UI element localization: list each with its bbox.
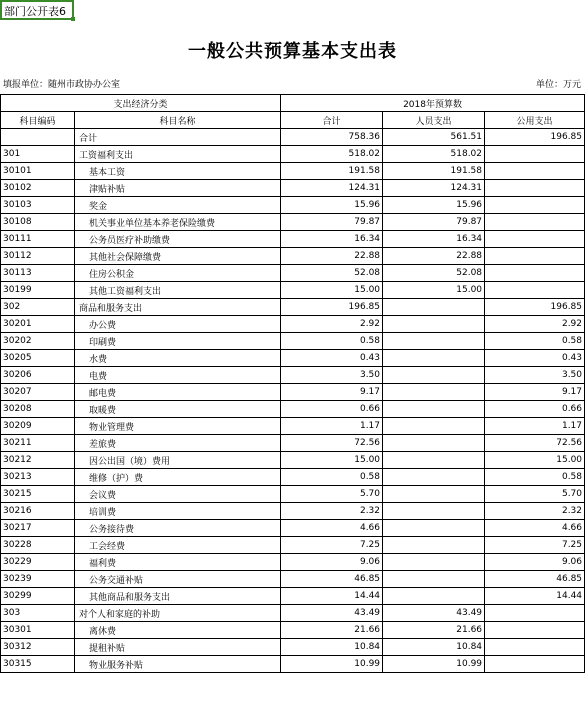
- row-public-cell: [485, 622, 585, 639]
- row-personnel-cell: [383, 367, 485, 384]
- row-code-cell: 30101: [1, 163, 75, 180]
- row-code-cell: 30213: [1, 469, 75, 486]
- row-personnel-cell: 16.34: [383, 231, 485, 248]
- row-total-cell: 196.85: [281, 299, 383, 316]
- row-total-cell: 52.08: [281, 265, 383, 282]
- row-total-cell: 518.02: [281, 146, 383, 163]
- table-row: [1, 384, 585, 401]
- row-personnel-cell: [383, 299, 485, 316]
- row-public-cell: [485, 656, 585, 673]
- table-row: [1, 639, 585, 656]
- row-code-cell: 30102: [1, 180, 75, 197]
- table-row: [1, 163, 585, 180]
- row-personnel-cell: 10.99: [383, 656, 485, 673]
- row-name-cell: 提租补贴: [75, 639, 281, 656]
- row-personnel-cell: 124.31: [383, 180, 485, 197]
- row-code-cell: 30312: [1, 639, 75, 656]
- row-total-cell: 22.88: [281, 248, 383, 265]
- table-row: [1, 554, 585, 571]
- table-row: [1, 129, 585, 146]
- table-row: [1, 622, 585, 639]
- row-public-cell: [485, 265, 585, 282]
- row-public-cell: [485, 180, 585, 197]
- column-header-name: 科目名称: [75, 112, 281, 129]
- row-public-cell: 0.58: [485, 333, 585, 350]
- row-code-cell: 30299: [1, 588, 75, 605]
- row-personnel-cell: 15.00: [383, 282, 485, 299]
- row-public-cell: 9.06: [485, 554, 585, 571]
- currency-unit: 单位：万元: [535, 80, 581, 90]
- row-total-cell: 9.17: [281, 384, 383, 401]
- row-public-cell: 5.70: [485, 486, 585, 503]
- table-row: [1, 469, 585, 486]
- row-public-cell: [485, 197, 585, 214]
- row-code-cell: 30215: [1, 486, 75, 503]
- row-personnel-cell: [383, 537, 485, 554]
- row-public-cell: 9.17: [485, 384, 585, 401]
- row-code-cell: 30315: [1, 656, 75, 673]
- row-code-cell: 301: [1, 146, 75, 163]
- column-header-public: 公用支出: [485, 112, 585, 129]
- row-personnel-cell: [383, 435, 485, 452]
- table-row: [1, 316, 585, 333]
- row-name-cell: 其他工资福利支出: [75, 282, 281, 299]
- row-total-cell: 72.56: [281, 435, 383, 452]
- row-total-cell: 4.66: [281, 520, 383, 537]
- row-personnel-cell: 79.87: [383, 214, 485, 231]
- table-row: [1, 214, 585, 231]
- row-public-cell: 14.44: [485, 588, 585, 605]
- row-name-cell: 离休费: [75, 622, 281, 639]
- row-public-cell: 0.66: [485, 401, 585, 418]
- table-row: [1, 588, 585, 605]
- row-name-cell: 工资福利支出: [75, 146, 281, 163]
- row-public-cell: 15.00: [485, 452, 585, 469]
- row-total-cell: 3.50: [281, 367, 383, 384]
- row-name-cell: 津贴补贴: [75, 180, 281, 197]
- row-name-cell: 培训费: [75, 503, 281, 520]
- row-personnel-cell: [383, 384, 485, 401]
- row-name-cell: 基本工资: [75, 163, 281, 180]
- row-personnel-cell: [383, 588, 485, 605]
- table-row: [1, 571, 585, 588]
- row-name-cell: 印刷费: [75, 333, 281, 350]
- row-code-cell: 30228: [1, 537, 75, 554]
- row-name-cell: 公务接待费: [75, 520, 281, 537]
- row-code-cell: 30206: [1, 367, 75, 384]
- row-name-cell: 福利费: [75, 554, 281, 571]
- row-personnel-cell: [383, 571, 485, 588]
- row-public-cell: [485, 282, 585, 299]
- row-public-cell: 2.32: [485, 503, 585, 520]
- row-code-cell: 30239: [1, 571, 75, 588]
- table-row: [1, 333, 585, 350]
- row-code-cell: 30201: [1, 316, 75, 333]
- row-total-cell: 10.99: [281, 656, 383, 673]
- row-total-cell: 15.96: [281, 197, 383, 214]
- table-row: [1, 486, 585, 503]
- row-public-cell: [485, 146, 585, 163]
- table-row: [1, 656, 585, 673]
- row-personnel-cell: [383, 503, 485, 520]
- row-name-cell: 维修（护）费: [75, 469, 281, 486]
- row-code-cell: 30216: [1, 503, 75, 520]
- row-public-cell: 72.56: [485, 435, 585, 452]
- row-personnel-cell: 518.02: [383, 146, 485, 163]
- row-code-cell: 30199: [1, 282, 75, 299]
- row-code-cell: 30301: [1, 622, 75, 639]
- row-total-cell: 191.58: [281, 163, 383, 180]
- header-group-economic-class: 支出经济分类: [1, 95, 281, 112]
- row-name-cell: 奖金: [75, 197, 281, 214]
- table-row: [1, 180, 585, 197]
- row-public-cell: 3.50: [485, 367, 585, 384]
- row-public-cell: [485, 605, 585, 622]
- row-public-cell: 0.58: [485, 469, 585, 486]
- row-personnel-cell: [383, 333, 485, 350]
- row-public-cell: [485, 214, 585, 231]
- table-row: [1, 299, 585, 316]
- row-total-cell: 79.87: [281, 214, 383, 231]
- row-personnel-cell: 22.88: [383, 248, 485, 265]
- table-row: [1, 605, 585, 622]
- row-total-cell: 0.66: [281, 401, 383, 418]
- table-row: [1, 146, 585, 163]
- row-name-cell: 差旅费: [75, 435, 281, 452]
- row-total-cell: 5.70: [281, 486, 383, 503]
- table-row: [1, 265, 585, 282]
- table-row: [1, 520, 585, 537]
- row-personnel-cell: [383, 486, 485, 503]
- row-total-cell: 1.17: [281, 418, 383, 435]
- row-personnel-cell: 21.66: [383, 622, 485, 639]
- row-name-cell: 会议费: [75, 486, 281, 503]
- row-personnel-cell: [383, 418, 485, 435]
- row-personnel-cell: 52.08: [383, 265, 485, 282]
- row-public-cell: 196.85: [485, 299, 585, 316]
- row-name-cell: 物业管理费: [75, 418, 281, 435]
- row-total-cell: 21.66: [281, 622, 383, 639]
- row-name-cell: 水费: [75, 350, 281, 367]
- table-row: [1, 401, 585, 418]
- row-code-cell: 30112: [1, 248, 75, 265]
- row-total-cell: 14.44: [281, 588, 383, 605]
- table-row: [1, 418, 585, 435]
- row-name-cell: 公务交通补贴: [75, 571, 281, 588]
- row-code-cell: 30209: [1, 418, 75, 435]
- row-name-cell: 合计: [75, 129, 281, 146]
- row-name-cell: 物业服务补贴: [75, 656, 281, 673]
- row-public-cell: [485, 231, 585, 248]
- row-public-cell: 0.43: [485, 350, 585, 367]
- row-name-cell: 邮电费: [75, 384, 281, 401]
- row-name-cell: 其他社会保障缴费: [75, 248, 281, 265]
- row-name-cell: 因公出国（境）费用: [75, 452, 281, 469]
- row-code-cell: 30217: [1, 520, 75, 537]
- row-personnel-cell: 191.58: [383, 163, 485, 180]
- row-total-cell: 0.43: [281, 350, 383, 367]
- column-header-code: 科目编码: [1, 112, 75, 129]
- row-personnel-cell: [383, 316, 485, 333]
- row-name-cell: 住房公积金: [75, 265, 281, 282]
- row-code-cell: 30111: [1, 231, 75, 248]
- row-code-cell: 30207: [1, 384, 75, 401]
- row-code-cell: [1, 129, 75, 146]
- row-total-cell: 16.34: [281, 231, 383, 248]
- row-name-cell: 商品和服务支出: [75, 299, 281, 316]
- row-total-cell: 9.06: [281, 554, 383, 571]
- row-total-cell: 15.00: [281, 452, 383, 469]
- row-personnel-cell: 15.96: [383, 197, 485, 214]
- table-row: [1, 197, 585, 214]
- row-personnel-cell: [383, 350, 485, 367]
- row-total-cell: 15.00: [281, 282, 383, 299]
- table-row: [1, 503, 585, 520]
- row-personnel-cell: [383, 469, 485, 486]
- row-public-cell: 1.17: [485, 418, 585, 435]
- row-public-cell: [485, 248, 585, 265]
- row-total-cell: 758.36: [281, 129, 383, 146]
- row-public-cell: 2.92: [485, 316, 585, 333]
- header-group-budget-year: 2018年预算数: [281, 95, 585, 112]
- column-header-total: 合计: [281, 112, 383, 129]
- row-code-cell: 30103: [1, 197, 75, 214]
- row-total-cell: 2.32: [281, 503, 383, 520]
- row-code-cell: 30205: [1, 350, 75, 367]
- sheet-tab-label[interactable]: 部门公开表6: [0, 0, 74, 20]
- row-public-cell: 4.66: [485, 520, 585, 537]
- row-code-cell: 30208: [1, 401, 75, 418]
- row-name-cell: 对个人和家庭的补助: [75, 605, 281, 622]
- row-public-cell: [485, 163, 585, 180]
- row-code-cell: 30113: [1, 265, 75, 282]
- table-row: [1, 452, 585, 469]
- row-code-cell: 30212: [1, 452, 75, 469]
- row-code-cell: 30211: [1, 435, 75, 452]
- row-public-cell: 46.85: [485, 571, 585, 588]
- row-personnel-cell: [383, 401, 485, 418]
- table-body: [1, 129, 585, 673]
- page-title: 一般公共预算基本支出表: [188, 41, 397, 62]
- table-row: [1, 231, 585, 248]
- row-name-cell: 公务员医疗补助缴费: [75, 231, 281, 248]
- row-code-cell: 303: [1, 605, 75, 622]
- reporting-unit: 填报单位：随州市政协办公室: [3, 80, 121, 90]
- row-personnel-cell: 561.51: [383, 129, 485, 146]
- table-row: [1, 350, 585, 367]
- row-personnel-cell: [383, 554, 485, 571]
- row-name-cell: 工会经费: [75, 537, 281, 554]
- table-row: [1, 367, 585, 384]
- row-name-cell: 机关事业单位基本养老保险缴费: [75, 214, 281, 231]
- row-total-cell: 0.58: [281, 333, 383, 350]
- row-personnel-cell: [383, 520, 485, 537]
- row-personnel-cell: 43.49: [383, 605, 485, 622]
- row-code-cell: 30108: [1, 214, 75, 231]
- table-row: [1, 537, 585, 554]
- table-row: [1, 248, 585, 265]
- row-total-cell: 10.84: [281, 639, 383, 656]
- row-total-cell: 43.49: [281, 605, 383, 622]
- row-public-cell: 196.85: [485, 129, 585, 146]
- row-code-cell: 302: [1, 299, 75, 316]
- row-public-cell: [485, 639, 585, 656]
- row-total-cell: 7.25: [281, 537, 383, 554]
- row-name-cell: 办公费: [75, 316, 281, 333]
- row-name-cell: 取暖费: [75, 401, 281, 418]
- row-total-cell: 46.85: [281, 571, 383, 588]
- row-code-cell: 30229: [1, 554, 75, 571]
- row-name-cell: 电费: [75, 367, 281, 384]
- row-personnel-cell: 10.84: [383, 639, 485, 656]
- row-code-cell: 30202: [1, 333, 75, 350]
- table-row: [1, 282, 585, 299]
- row-total-cell: 0.58: [281, 469, 383, 486]
- row-name-cell: 其他商品和服务支出: [75, 588, 281, 605]
- budget-table: [0, 94, 585, 673]
- table-row: [1, 435, 585, 452]
- row-total-cell: 2.92: [281, 316, 383, 333]
- row-personnel-cell: [383, 452, 485, 469]
- column-header-personnel: 人员支出: [383, 112, 485, 129]
- row-public-cell: 7.25: [485, 537, 585, 554]
- row-total-cell: 124.31: [281, 180, 383, 197]
